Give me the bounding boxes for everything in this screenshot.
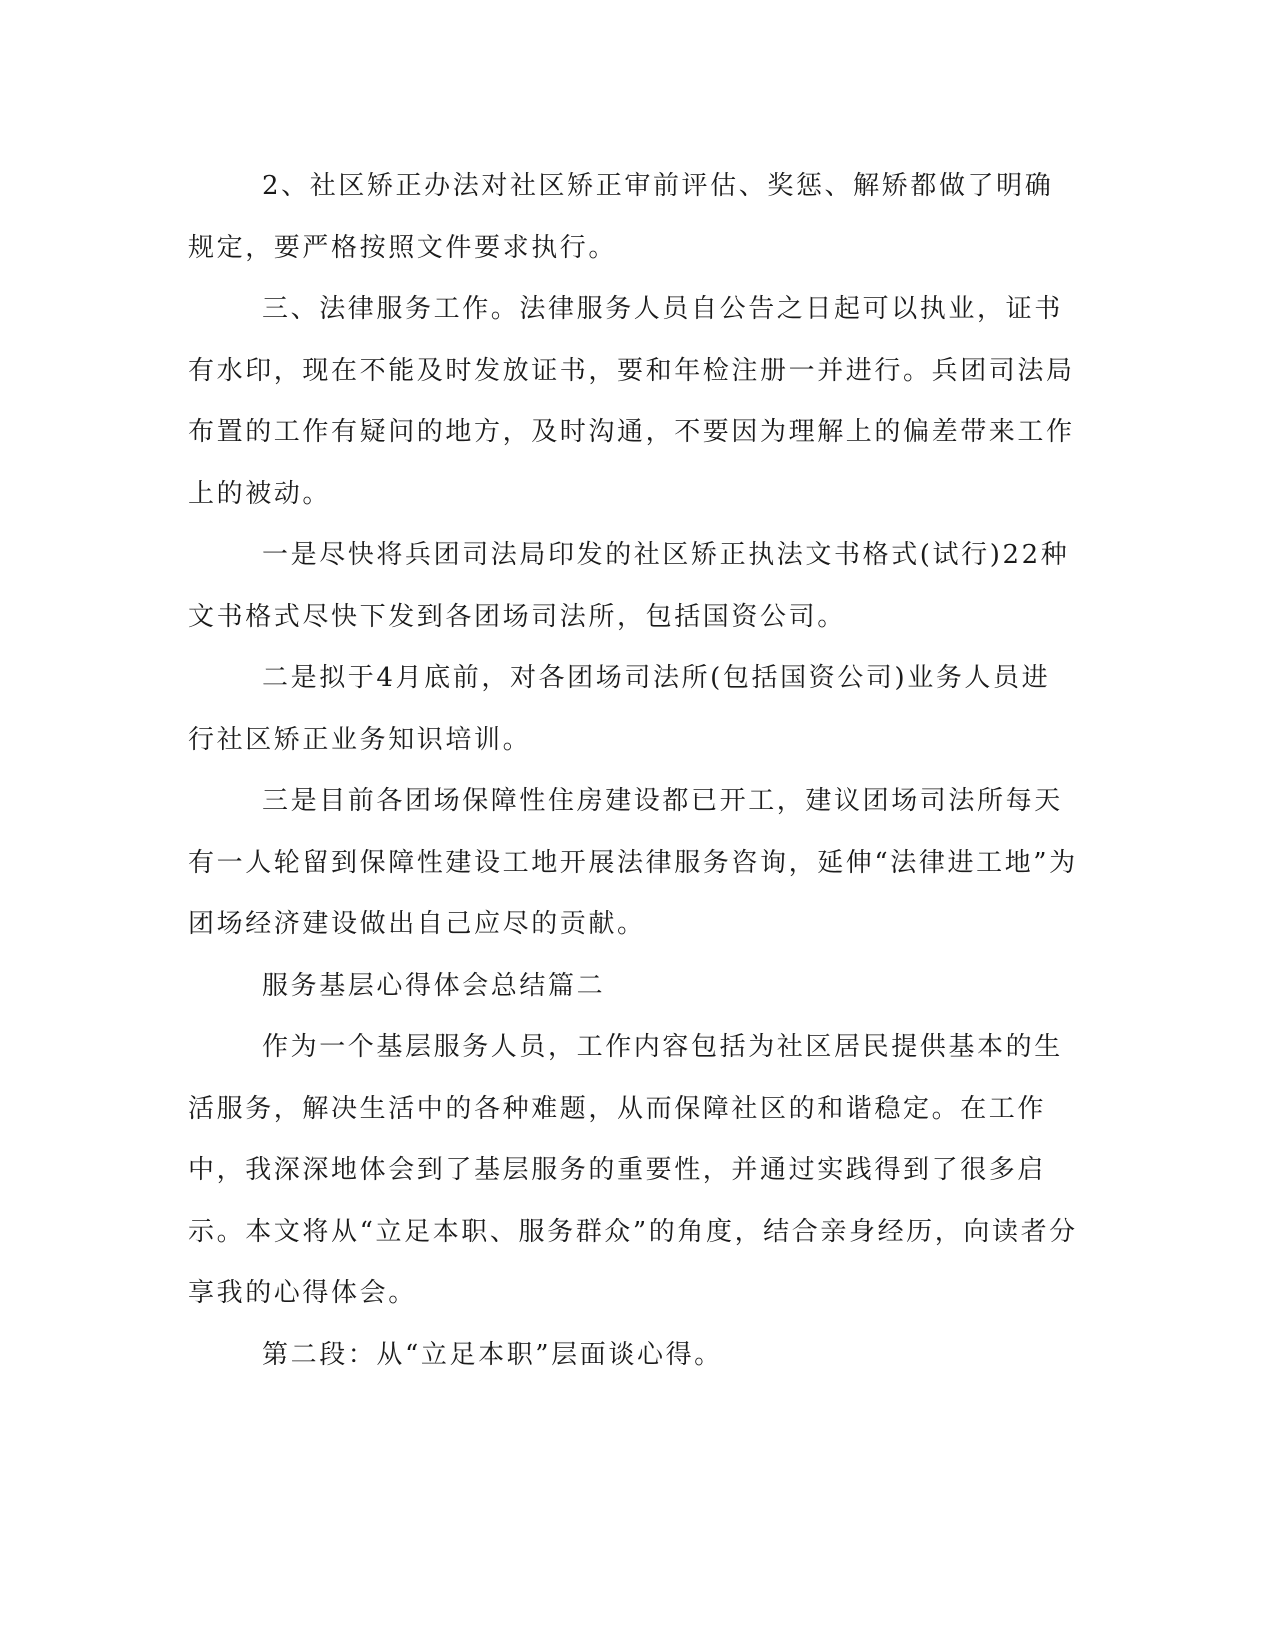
document-body [188,156,1078,1386]
paragraph-item-three: 三是目前各团场保障性住房建设都已开工，建议团场司法所每天有一人轮留到保障性建设工地开展法律服务咨询，延伸“法律进工地”为团场经济建设做出自己应尽的贡献。 [188,786,1078,939]
paragraph-item-two: 二是拟于4月底前，对各团场司法所(包括国资公司)业务人员进行社区矫正业务知识培训。 [188,663,1051,755]
paragraph-second-section: 第二段：从“立足本职”层面谈心得。 [262,1339,723,1370]
paragraph-intro: 作为一个基层服务人员，工作内容包括为社区居民提供基本的生活服务，解决生活中的各种难题，从而保障社区的和谐稳定。在工作中，我深深地体会到了基层服务的重要性，并通过实践得到了很多启示。本文将从“立足本职、服务群众”的角度，结合亲身经历，向读者分享我的心得体会。 [188,1032,1078,1308]
paragraph-legal-services: 三、法律服务工作。法律服务人员自公告之日起可以执业，证书有水印，现在不能及时发放证书，要和年检注册一并进行。兵团司法局布置的工作有疑问的地方，及时沟通，不要因为理解上的偏差带来工作上的被动。 [188,294,1075,509]
section-heading: 服务基层心得体会总结篇二 [262,970,606,1001]
paragraph-item-one: 一是尽快将兵团司法局印发的社区矫正执法文书格式(试行)22种文书格式尽快下发到各团场司法所，包括国资公司。 [188,540,1070,632]
paragraph-correction-rules: 2、社区矫正办法对社区矫正审前评估、奖惩、解矫都做了明确规定，要严格按照文件要求执行。 [188,171,1054,263]
